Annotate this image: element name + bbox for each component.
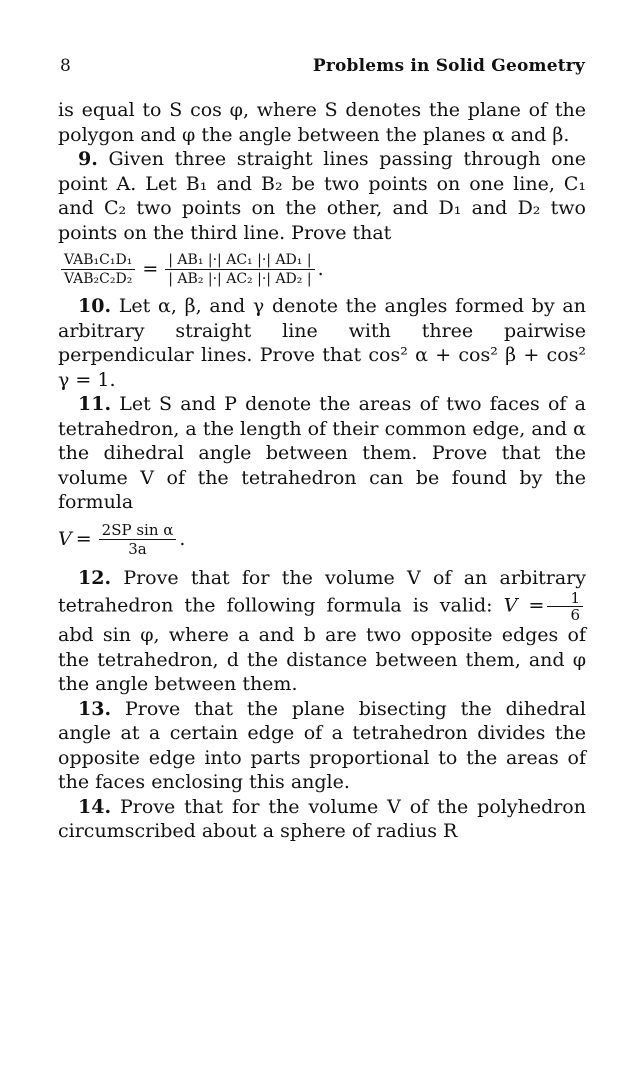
problem-12 (58, 566, 586, 697)
formula-period: . (317, 258, 324, 281)
problem-number: 11. (78, 393, 112, 415)
problem-text: Prove that the plane bisecting the dihedral angle at a certain edge of a tetrahedron divides the opposite edge into parts proportional to the areas of the faces enclosing this angle. (58, 697, 586, 793)
fraction-numerator: 2SP sin α (99, 521, 177, 540)
formula-volume-ratio (58, 251, 586, 288)
problem-text: Given three straight lines passing through one point A. Let B₁ and B₂ be two points on one line, C₁ and C₂ two points on the other, and D₁ and D₂ two points on the third line. Prove that (58, 148, 587, 244)
fraction-one-sixth (547, 590, 583, 623)
fraction-numerator: VAB₁C₁D₁ (61, 251, 135, 270)
equals-sign: = (75, 527, 92, 550)
problem-text: Let S and P denote the areas of two faces of a tetrahedron, a the length of their common edge, and α the dihedral angle between them. Prove that the volume V of the tetrahedron can be found by the formula (58, 393, 587, 513)
problem-number: 10. (78, 295, 112, 317)
problem-14 (58, 795, 586, 844)
page-body (58, 98, 586, 844)
page-header (60, 56, 585, 76)
fraction-denominator: VAB₂C₂D₂ (64, 271, 133, 287)
problem-number: 9. (78, 148, 98, 170)
fraction-volume (99, 521, 177, 558)
problem-text: Let α, β, and γ denote the angles formed by an arbitrary straight line with three pairwise perpendicular lines. Prove that cos² α + cos² β + cos² γ = 1. (58, 295, 586, 391)
running-title: Problems in Solid Geometry (312, 56, 585, 76)
formula-tetrahedron-volume (58, 521, 586, 558)
intro-paragraph: is equal to S cos φ, where S denotes the plane of the polygon and φ the angle between the planes α and β. (58, 99, 586, 146)
problem-13 (58, 697, 586, 795)
problem-number: 13. (78, 697, 112, 720)
problem-number: 14. (78, 795, 112, 818)
formula-lhs: V (503, 594, 518, 617)
problem-number: 12. (78, 566, 112, 589)
problem-11 (58, 392, 586, 515)
equals-sign: = (528, 594, 545, 617)
problem-text: Prove that for the volume V of the polyhedron circumscribed about a sphere of radius R (58, 795, 586, 842)
fraction-denominator: 3a (128, 539, 147, 558)
formula-lhs: V (58, 527, 72, 550)
fraction-numerator: 1 (547, 590, 583, 607)
problem-10 (58, 294, 586, 392)
fraction-volumes (61, 251, 135, 288)
fraction-lengths (165, 251, 314, 288)
problem-text: abd sin φ, where a and b are two opposite edges of the tetrahedron, d the distance between them, and φ the angle between them. (58, 624, 586, 695)
fraction-denominator: 6 (570, 606, 580, 624)
fraction-numerator: | AB₁ |·| AC₁ |·| AD₁ | (165, 251, 314, 270)
problem-9 (58, 147, 586, 245)
formula-period: . (179, 527, 186, 550)
fraction-denominator: | AB₂ |·| AC₂ |·| AD₂ | (168, 271, 312, 287)
problem-text: Prove that for the volume V of an arbitrary tetrahedron the following formula is valid: (58, 566, 587, 617)
page-number: 8 (60, 56, 71, 76)
equals-sign: = (142, 258, 159, 281)
